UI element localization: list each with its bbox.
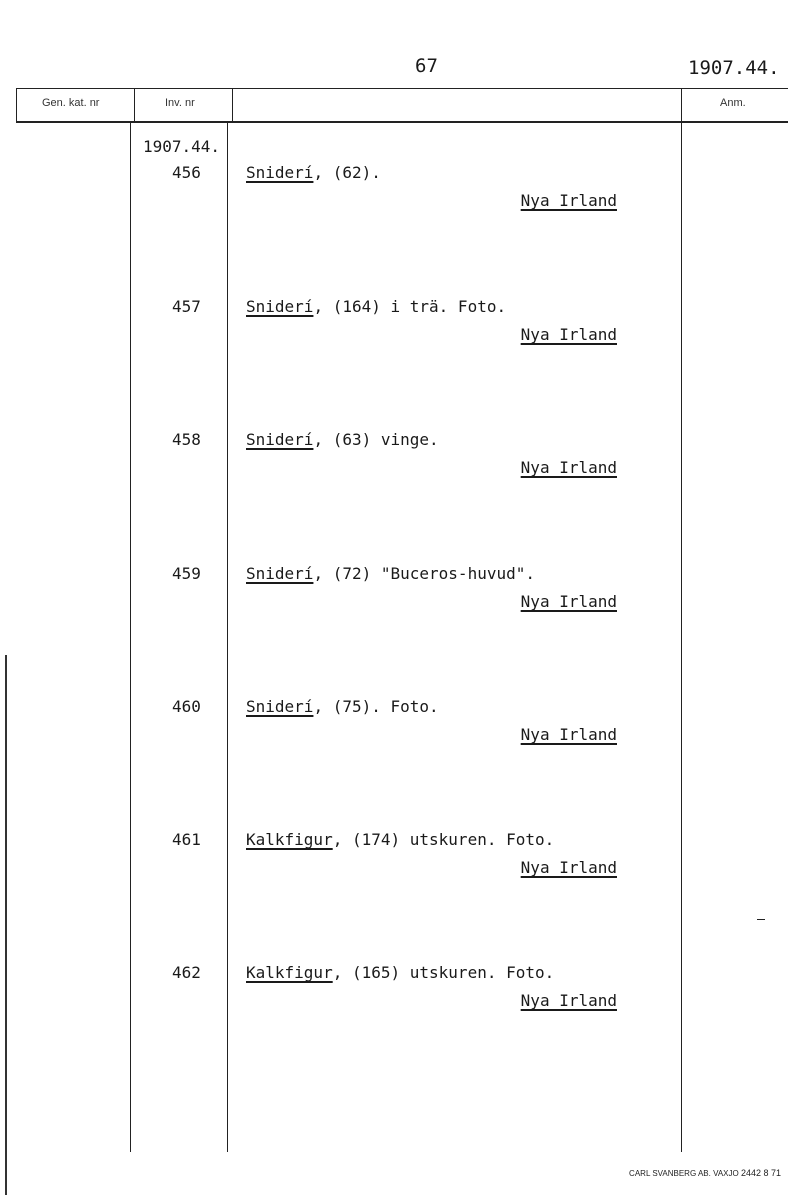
entry-location: Nya Irland (520, 458, 617, 477)
entry-location: Nya Irland (520, 991, 617, 1010)
series-reference: 1907.44. (688, 57, 780, 79)
entry-inv-number: 458 (172, 430, 201, 449)
entry-details: , (62). (313, 163, 381, 182)
entry-location: Nya Irland (520, 325, 617, 344)
entry-description (246, 697, 439, 716)
entry-location: Nya Irland (520, 725, 617, 744)
series-prefix: 1907.44. (143, 137, 221, 156)
entry-object-name: Sniderí (246, 297, 314, 316)
column-divider-inv-text-head (232, 88, 233, 122)
margin-dash (757, 919, 765, 920)
entry-details: , (63) vinge. (313, 430, 439, 449)
printer-code: 2442 8 71 (740, 1168, 781, 1178)
column-divider-inv-text (227, 122, 228, 1152)
page-number: 67 (415, 55, 438, 77)
entry-details: , (72) "Buceros-huvud". (313, 564, 535, 583)
column-header-anm: Anm. (720, 97, 746, 109)
entry-inv-number: 461 (172, 830, 201, 849)
table-header-rule (16, 121, 788, 123)
entry-details: , (165) utskuren. Foto. (332, 963, 555, 982)
entry-description (246, 297, 506, 316)
table-left-edge (16, 88, 17, 122)
entry-object-name: Sniderí (246, 430, 314, 449)
entry-details: , (174) utskuren. Foto. (332, 830, 555, 849)
column-header-inv: Inv. nr (165, 97, 195, 109)
column-divider-gen-inv-head (134, 88, 135, 122)
entry-object-name: Kalkfigur (246, 963, 333, 982)
entry-description (246, 163, 381, 182)
entry-object-name: Sniderí (246, 697, 314, 716)
column-header-gen-kat: Gen. kat. nr (42, 97, 100, 109)
entry-description (246, 963, 554, 982)
entry-inv-number: 460 (172, 697, 201, 716)
table-top-rule (16, 88, 788, 89)
column-divider-gen-inv (130, 122, 131, 1152)
entry-details: , (164) i trä. Foto. (313, 297, 507, 316)
entry-location: Nya Irland (520, 858, 617, 877)
entry-inv-number: 457 (172, 297, 201, 316)
entry-object-name: Sniderí (246, 564, 314, 583)
printer-name: CARL SVANBERG AB. VAXJO (629, 1169, 739, 1178)
entry-location: Nya Irland (520, 592, 617, 611)
entry-inv-number: 459 (172, 564, 201, 583)
entry-inv-number: 456 (172, 163, 201, 182)
binding-margin-line (5, 655, 7, 1195)
entry-description (246, 830, 554, 849)
column-divider-text-anm (681, 88, 682, 1152)
entry-location: Nya Irland (520, 191, 617, 210)
entry-description (246, 564, 535, 583)
entry-object-name: Kalkfigur (246, 830, 333, 849)
entry-object-name: Sniderí (246, 163, 314, 182)
entry-description (246, 430, 439, 449)
printer-footer (629, 1168, 781, 1178)
entry-details: , (75). Foto. (313, 697, 439, 716)
entry-inv-number: 462 (172, 963, 201, 982)
